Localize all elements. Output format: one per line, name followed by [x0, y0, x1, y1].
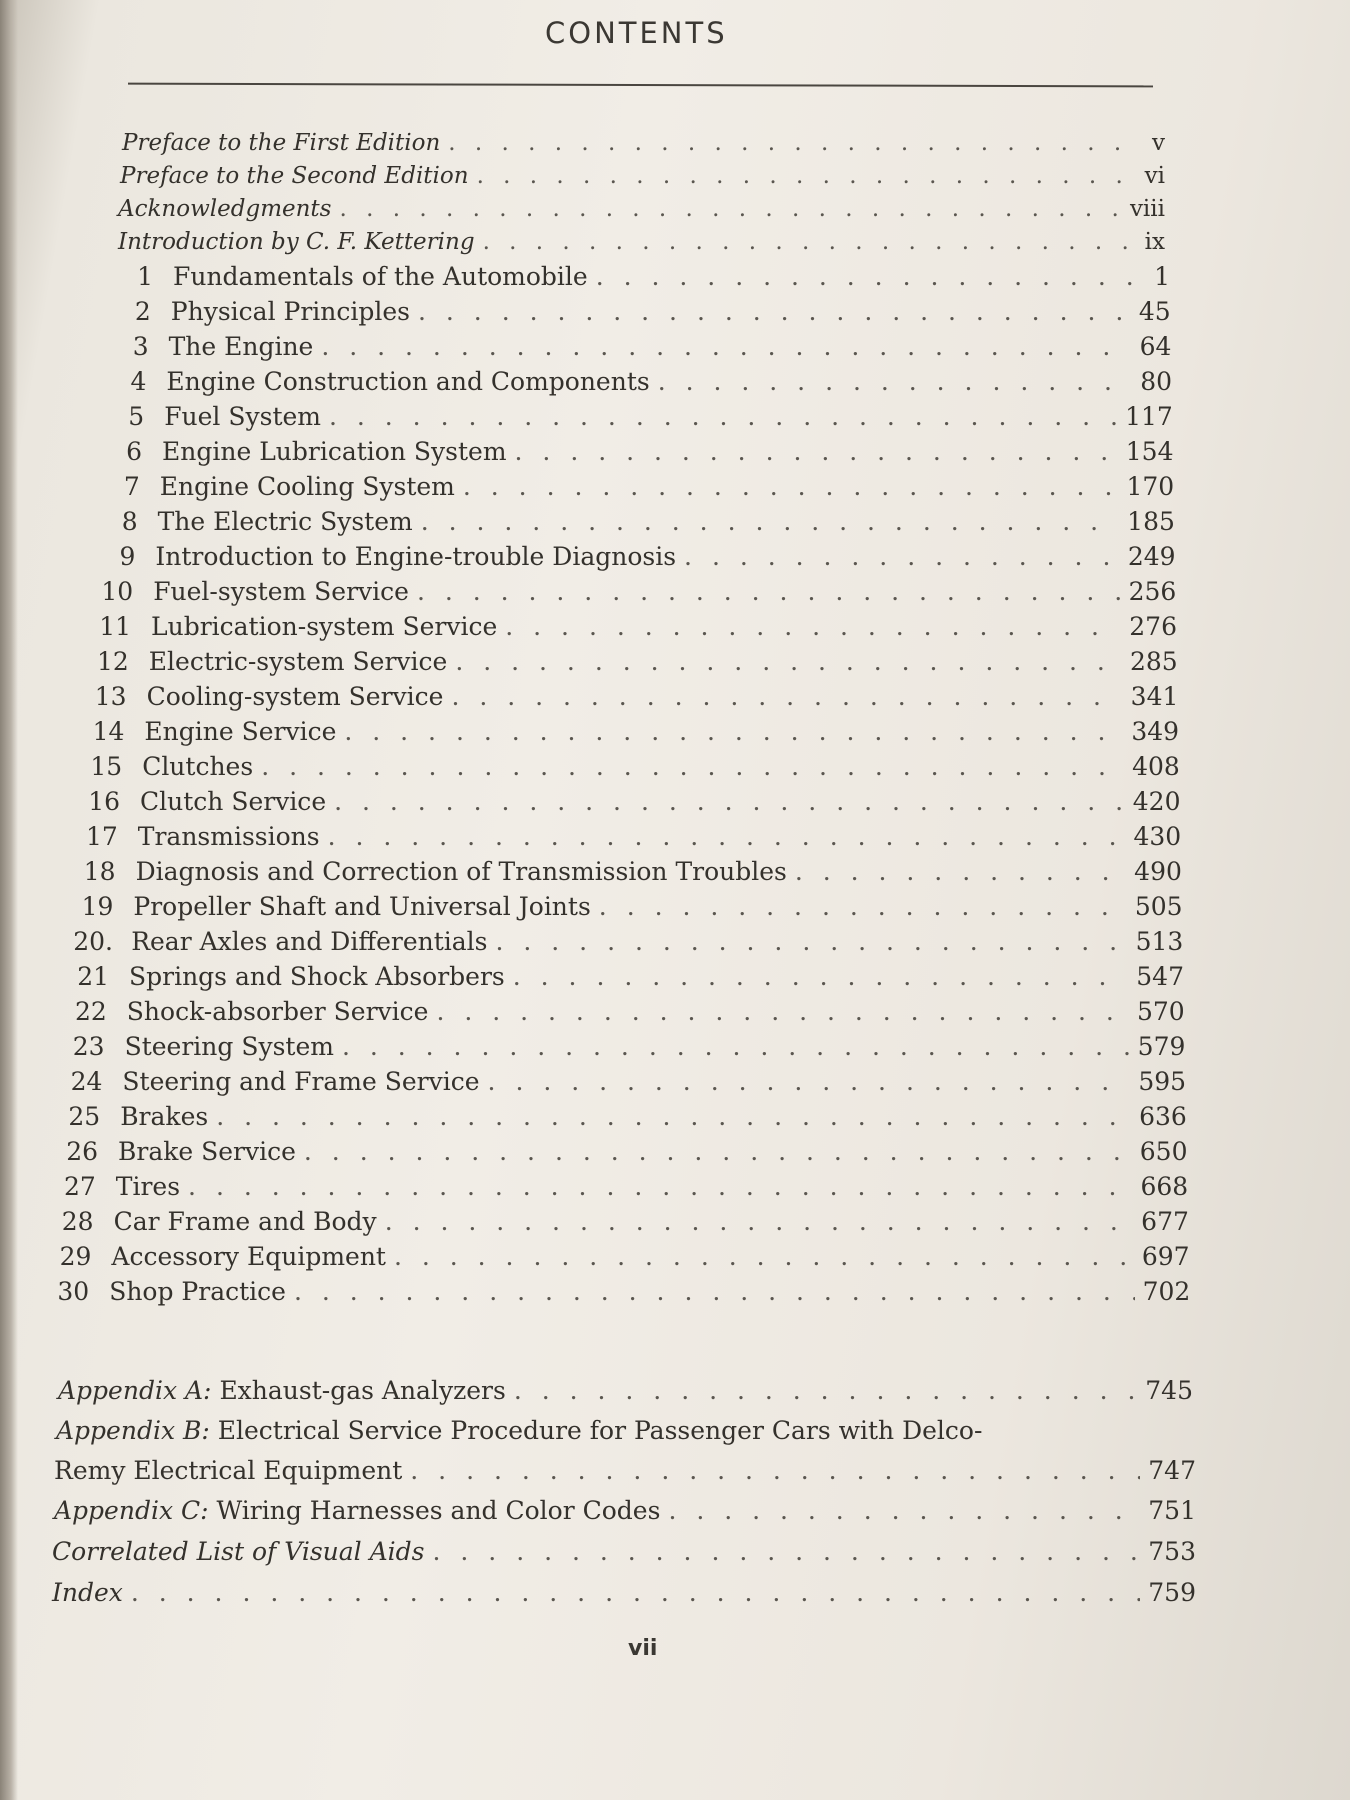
chapter-entry: [78, 857, 1182, 886]
chapter-number: 25: [68, 1102, 101, 1131]
entry-title: Springs and Shock Absorbers: [129, 962, 505, 991]
appendix-title: Exhaust-gas Analyzers: [219, 1376, 506, 1405]
chapter-entry: [75, 892, 1182, 921]
dot-leader: [477, 163, 1127, 189]
entry-title: Clutches: [142, 752, 254, 781]
chapter-number: 10: [101, 577, 134, 606]
entry-title: Index: [52, 1578, 123, 1607]
chapter-entry: [51, 1277, 1190, 1306]
front-matter-entry: [120, 163, 1165, 189]
entry-title: Brake Service: [118, 1137, 296, 1166]
chapter-entry: [102, 472, 1174, 501]
chapter-entry: [53, 1242, 1189, 1271]
entry-title: Fuel System: [164, 402, 321, 431]
dot-leader: [394, 1242, 1134, 1271]
page-heading: CONTENTS: [545, 16, 728, 50]
chapter-number: 26: [66, 1137, 98, 1166]
chapter-number: 6: [126, 437, 142, 466]
entry-title: Accessory Equipment: [111, 1242, 386, 1271]
dot-leader: [451, 682, 1122, 711]
entry-title: Remy Electrical Equipment: [54, 1456, 403, 1485]
chapter-number: 14: [92, 717, 125, 746]
dot-leader: [795, 857, 1126, 886]
entry-title: Lubrication-system Service: [151, 612, 498, 641]
chapter-entry: [80, 822, 1181, 851]
entry-title: Steering and Frame Service: [122, 1067, 480, 1096]
dot-leader: [513, 962, 1129, 991]
dot-leader: [599, 892, 1127, 921]
chapter-entry: [100, 507, 1175, 536]
dot-leader: [344, 717, 1123, 746]
chapter-number: 29: [59, 1242, 92, 1271]
dot-leader: [417, 577, 1121, 606]
entry-title: Introduction by C. F. Kettering: [118, 229, 475, 255]
page-number: vi: [1144, 163, 1165, 189]
dot-leader: [488, 1067, 1131, 1096]
back-matter-entry: [52, 1537, 1196, 1566]
page-number: 747: [1148, 1456, 1196, 1485]
chapter-entry: [56, 1207, 1189, 1236]
page-number: 64: [1139, 332, 1172, 361]
chapter-number: 18: [83, 857, 116, 886]
chapter-number: 20.: [73, 927, 113, 956]
appendix-entry: [58, 1376, 1193, 1405]
dot-leader: [418, 297, 1131, 326]
entry-title: Fundamentals of the Automobile: [173, 262, 588, 291]
dot-leader: [131, 1578, 1140, 1607]
entry-title: Rear Axles and Differentials: [131, 927, 488, 956]
page-number: 677: [1141, 1207, 1189, 1236]
dot-leader: [328, 822, 1126, 851]
dot-leader: [596, 262, 1132, 291]
chapter-entry: [64, 1067, 1186, 1096]
chapter-number: 19: [81, 892, 114, 921]
page-number: 408: [1132, 752, 1180, 781]
entry-title: Steering System: [124, 1032, 334, 1061]
chapter-entry: [113, 297, 1171, 326]
chapter-entry: [62, 1102, 1187, 1131]
chapter-number: 12: [96, 647, 129, 676]
chapter-number: 8: [121, 507, 138, 536]
chapter-entry: [106, 402, 1173, 431]
chapter-entry: [108, 367, 1172, 396]
dot-leader: [463, 472, 1119, 501]
chapter-entry: [69, 997, 1185, 1026]
page-number: 1: [1154, 262, 1170, 291]
entry-title: The Engine: [168, 332, 314, 361]
appendix-entry: [54, 1496, 1196, 1525]
chapter-number: 9: [119, 542, 136, 571]
entry-title: Acknowledgments: [118, 196, 332, 222]
page-number: 650: [1139, 1137, 1188, 1166]
dot-leader: [188, 1172, 1132, 1201]
chapter-entry: [67, 1032, 1186, 1061]
entry-title: Preface to the First Edition: [122, 130, 441, 156]
chapter-number: 24: [70, 1067, 103, 1096]
dot-leader: [658, 367, 1133, 396]
front-matter-entry: [122, 130, 1165, 156]
page-number: 547: [1136, 962, 1184, 991]
chapter-number: 30: [57, 1277, 90, 1306]
chapter-entry: [58, 1172, 1188, 1201]
dot-leader: [261, 752, 1124, 781]
chapter-entry: [104, 437, 1174, 466]
chapter-entry: [91, 647, 1178, 676]
dot-leader: [342, 1032, 1130, 1061]
page-number: 636: [1139, 1102, 1187, 1131]
page-number: ix: [1144, 229, 1165, 255]
page-number: 341: [1130, 682, 1179, 711]
page-number: 751: [1148, 1496, 1196, 1525]
chapter-entry: [115, 262, 1170, 291]
page-number: 117: [1125, 402, 1173, 431]
dot-leader: [294, 1277, 1135, 1306]
dot-leader: [385, 1207, 1133, 1236]
appendix-label: Appendix C:: [54, 1496, 209, 1525]
entry-title: Cooling-system Service: [146, 682, 444, 711]
appendix-label: Appendix A:: [58, 1376, 212, 1405]
chapter-number: 22: [74, 997, 107, 1026]
chapter-number: 11: [99, 612, 131, 641]
page-number: 154: [1125, 437, 1174, 466]
chapter-number: 2: [134, 297, 151, 326]
page-folio: vii: [628, 1636, 658, 1661]
dot-leader: [433, 1537, 1141, 1566]
dot-leader: [668, 1496, 1140, 1525]
appendix-label: Appendix B:: [56, 1416, 210, 1445]
entry-title: Engine Lubrication System: [162, 437, 507, 466]
entry-title: Engine Construction and Components: [166, 367, 650, 396]
dot-leader: [496, 927, 1128, 956]
chapter-entry: [71, 962, 1184, 991]
dot-leader: [304, 1137, 1132, 1166]
entry-title: Car Frame and Body: [113, 1207, 377, 1236]
chapter-entry: [84, 752, 1180, 781]
dot-leader: [339, 196, 1121, 222]
chapter-entry: [73, 927, 1183, 956]
chapter-number: 4: [130, 367, 147, 396]
entry-title: Electric-system Service: [148, 647, 448, 676]
chapter-number: 23: [72, 1032, 105, 1061]
chapter-number: 27: [63, 1172, 96, 1201]
page-number: 505: [1134, 892, 1183, 921]
page-number: 420: [1132, 787, 1181, 816]
back-matter-entry: [52, 1578, 1196, 1607]
entry-title: Brakes: [120, 1102, 209, 1131]
page-number: 697: [1141, 1242, 1190, 1271]
entry-title: Shock-absorber Service: [126, 997, 429, 1026]
dot-leader: [684, 542, 1120, 571]
chapter-entry: [89, 682, 1179, 711]
page-number: 185: [1127, 507, 1175, 536]
entry-title: Tires: [115, 1172, 181, 1201]
dot-leader: [216, 1102, 1131, 1131]
entry-title: Engine Cooling System: [159, 472, 455, 501]
chapter-entry: [86, 717, 1179, 746]
dot-leader: [334, 787, 1125, 816]
chapter-entry: [60, 1137, 1188, 1166]
dot-leader: [515, 437, 1118, 466]
chapter-number: 28: [61, 1207, 94, 1236]
dot-leader: [436, 997, 1129, 1026]
dot-leader: [505, 612, 1121, 641]
entry-title: Preface to the Second Edition: [120, 163, 469, 189]
entry-title: Engine Service: [144, 717, 337, 746]
page-number: 579: [1137, 1032, 1186, 1061]
chapter-number: 17: [85, 822, 118, 851]
page-number: v: [1152, 130, 1165, 156]
page-number: 570: [1136, 997, 1185, 1026]
page-number: 513: [1135, 927, 1184, 956]
appendix-title: Electrical Service Procedure for Passenger Cars with Delco-: [217, 1416, 983, 1445]
entry-title: Correlated List of Visual Aids: [52, 1537, 425, 1566]
chapter-number: 1: [137, 262, 153, 291]
chapter-entry: [97, 542, 1175, 571]
page-number: 285: [1129, 647, 1178, 676]
front-matter-entry: [118, 229, 1165, 255]
page-number: 249: [1127, 542, 1176, 571]
entry-title: Transmissions: [137, 822, 320, 851]
page-number: 490: [1134, 857, 1182, 886]
entry-title: Shop Practice: [109, 1277, 286, 1306]
chapter-number: 13: [94, 682, 127, 711]
entry-title: The Electric System: [157, 507, 413, 536]
entry-title: Physical Principles: [170, 297, 411, 326]
chapter-number: 16: [88, 787, 120, 816]
dot-leader: [410, 1456, 1140, 1485]
dot-leader: [421, 507, 1119, 536]
page-number: 430: [1133, 822, 1182, 851]
appendix-entry: [56, 1416, 1166, 1445]
entry-title: [58, 1376, 506, 1405]
entry-title: Fuel-system Service: [153, 577, 409, 606]
dot-leader: [329, 402, 1117, 431]
entry-title: [54, 1496, 660, 1525]
chapter-number: 5: [128, 402, 145, 431]
appendix-continuation: [54, 1456, 1196, 1485]
dot-leader: [321, 332, 1131, 361]
page-number: viii: [1129, 196, 1165, 222]
page-number: 745: [1145, 1376, 1193, 1405]
chapter-entry: [111, 332, 1172, 361]
chapter-number: 3: [132, 332, 149, 361]
dot-leader: [448, 130, 1127, 156]
dot-leader: [514, 1376, 1137, 1405]
chapter-number: 15: [90, 752, 123, 781]
entry-title: Introduction to Engine-trouble Diagnosis: [155, 542, 677, 571]
dot-leader: [455, 647, 1122, 676]
page-number: 80: [1140, 367, 1173, 396]
chapter-number: 21: [77, 962, 109, 991]
page-number: 349: [1131, 717, 1180, 746]
page-number: 256: [1128, 577, 1177, 606]
chapter-entry: [93, 612, 1177, 641]
page-number: 668: [1140, 1172, 1189, 1201]
entry-title: [56, 1416, 982, 1445]
page-number: 759: [1148, 1578, 1196, 1607]
page-number: 702: [1142, 1277, 1191, 1306]
chapter-entry: [82, 787, 1181, 816]
entry-title: Propeller Shaft and Universal Joints: [133, 892, 591, 921]
page-number: 45: [1138, 297, 1171, 326]
entry-title: Clutch Service: [140, 787, 327, 816]
front-matter-entry: [118, 196, 1165, 222]
page-number: 276: [1129, 612, 1177, 641]
chapter-entry: [95, 577, 1176, 606]
appendix-title: Wiring Harnesses and Color Codes: [216, 1496, 661, 1525]
dot-leader: [483, 229, 1127, 255]
entry-title: Diagnosis and Correction of Transmission Troubles: [135, 857, 787, 886]
page-number: 595: [1138, 1067, 1187, 1096]
page-number: 753: [1148, 1537, 1196, 1566]
chapter-number: 7: [123, 472, 140, 501]
page-number: 170: [1126, 472, 1175, 501]
